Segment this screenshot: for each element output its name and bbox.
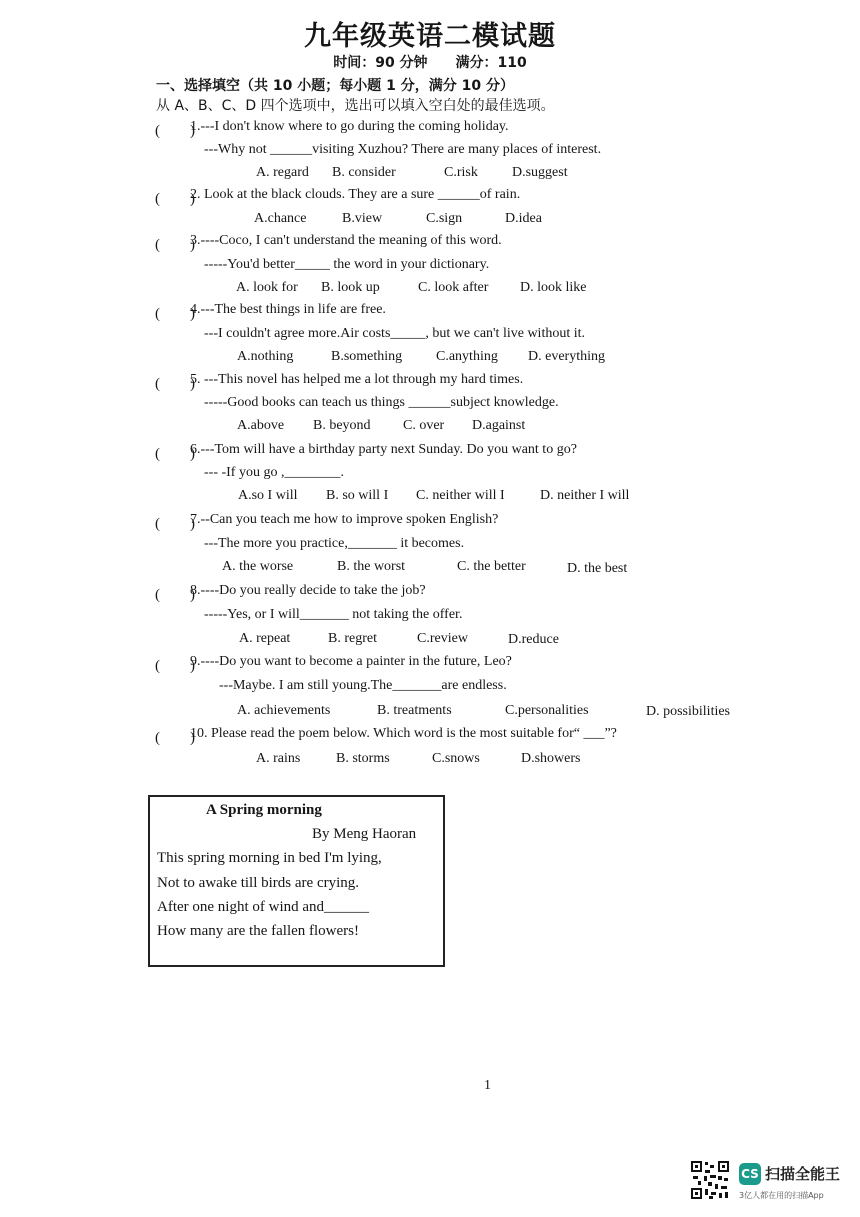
question-stem: 9.----Do you want to become a painter in the future, Leo? (190, 654, 512, 669)
option-d: D. the best (567, 561, 628, 576)
answer-paren: ( ) (155, 191, 195, 207)
option-b: B.view (342, 211, 383, 226)
poem-title: A Spring morning (206, 802, 322, 818)
poem-line: Not to awake till birds are crying. (157, 875, 360, 891)
question-reply: -----Yes, or I will_______ not taking the offer. (204, 607, 463, 622)
question-stem: 4.---The best things in life are free. (190, 302, 386, 317)
question-stem: 10. Please read the poem below. Which word is the most suitable for“ ___”? (190, 726, 617, 741)
option-b: B. the worst (337, 559, 406, 574)
answer-paren: ( ) (155, 730, 195, 746)
option-d: D.reduce (508, 632, 559, 647)
question-reply: -----You'd better_____ the word in your dictionary. (204, 257, 490, 272)
answer-paren: ( ) (155, 376, 195, 392)
answer-paren: ( ) (155, 446, 195, 462)
option-a: A. rains (256, 751, 301, 766)
option-c: C.risk (444, 165, 478, 180)
question-stem: 7.--Can you teach me how to improve spoken English? (190, 512, 499, 527)
option-c: C.sign (426, 211, 463, 226)
page-number: 1 (484, 1078, 491, 1093)
answer-paren: ( ) (155, 237, 195, 253)
question-reply: -----Good books can teach us things ______subject knowledge. (204, 395, 559, 410)
option-a: A.so I will (238, 488, 298, 503)
option-b: B. storms (336, 751, 390, 766)
question-reply: ---Maybe. I am still young.The_______are endless. (219, 678, 507, 693)
option-c: C.anything (436, 349, 498, 364)
option-b: B.something (331, 349, 403, 364)
option-a: A. repeat (239, 631, 291, 646)
option-b: B. so will I (326, 488, 389, 503)
section-heading: 一、选择填空（共 10 小题；每小题 1 分，满分 10 分） (156, 78, 514, 94)
option-d: D. possibilities (646, 704, 731, 719)
option-a: A.above (237, 418, 285, 433)
answer-paren: ( ) (155, 516, 195, 532)
option-c: C.review (417, 631, 468, 646)
option-b: B. consider (332, 165, 396, 180)
question-reply: ---Why not ______visiting Xuzhou? There are many places of interest. (204, 142, 602, 157)
poem-line: After one night of wind and______ (157, 899, 370, 915)
option-c: C. the better (457, 559, 526, 574)
poem-author: By Meng Haoran (312, 826, 417, 842)
option-c: C.snows (432, 751, 480, 766)
option-b: B. regret (328, 631, 377, 646)
answer-paren: ( ) (155, 587, 195, 603)
question-stem: 6.---Tom will have a birthday party next Sunday. Do you want to go? (190, 442, 577, 457)
option-c: C. neither will I (416, 488, 505, 503)
question-stem: 5. ---This novel has helped me a lot through my hard times. (190, 372, 524, 387)
option-a: A. look for (236, 280, 298, 295)
question-reply: ---I couldn't agree more.Air costs_____, but we can't live without it. (204, 326, 586, 341)
answer-paren: ( ) (155, 123, 195, 139)
page-title: 九年级英语二模试题 (304, 21, 556, 52)
option-d: D. everything (528, 349, 605, 364)
option-b: B. treatments (377, 703, 452, 718)
option-d: D.against (472, 418, 526, 433)
exam-info: 时间：90 分钟 满分：110 (333, 55, 527, 71)
question-stem: 1.---I don't know where to go during the coming holiday. (190, 119, 509, 134)
brand-logo-icon: CS (739, 1163, 761, 1185)
option-d: D.suggest (512, 165, 568, 180)
option-a: A.nothing (237, 349, 294, 364)
question-reply: ---The more you practice,_______ it becomes. (204, 536, 465, 551)
question-stem: 3.----Coco, I can't understand the meaning of this word. (190, 233, 502, 248)
brand-tagline: 3亿人都在用的扫描App (739, 1191, 824, 1200)
instruction-text: 从 A、B、C、D 四个选项中，选出可以填入空白处的最佳选项。 (156, 98, 555, 114)
option-d: D. look like (520, 280, 587, 295)
option-a: A. achievements (237, 703, 331, 718)
option-d: D.showers (521, 751, 581, 766)
question-stem: 8.----Do you really decide to take the job? (190, 583, 426, 598)
option-b: B. beyond (313, 418, 371, 433)
option-d: D. neither I will (540, 488, 630, 503)
qr-code-icon (690, 1160, 730, 1200)
answer-paren: ( ) (155, 306, 195, 322)
brand-name: 扫描全能王 (765, 1165, 841, 1183)
option-d: D.idea (505, 211, 542, 226)
option-c: C. over (403, 418, 445, 433)
question-stem: 2. Look at the black clouds. They are a sure ______of rain. (190, 187, 521, 202)
option-c: C.personalities (505, 703, 589, 718)
option-c: C. look after (418, 280, 489, 295)
question-reply: --- -If you go ,________. (204, 465, 344, 480)
poem-line: This spring morning in bed I'm lying, (157, 850, 382, 866)
answer-paren: ( ) (155, 658, 195, 674)
option-a: A. the worse (222, 559, 294, 574)
option-b: B. look up (321, 280, 380, 295)
option-a: A. regard (256, 165, 309, 180)
option-a: A.chance (254, 211, 307, 226)
poem-line: How many are the fallen flowers! (157, 923, 360, 939)
